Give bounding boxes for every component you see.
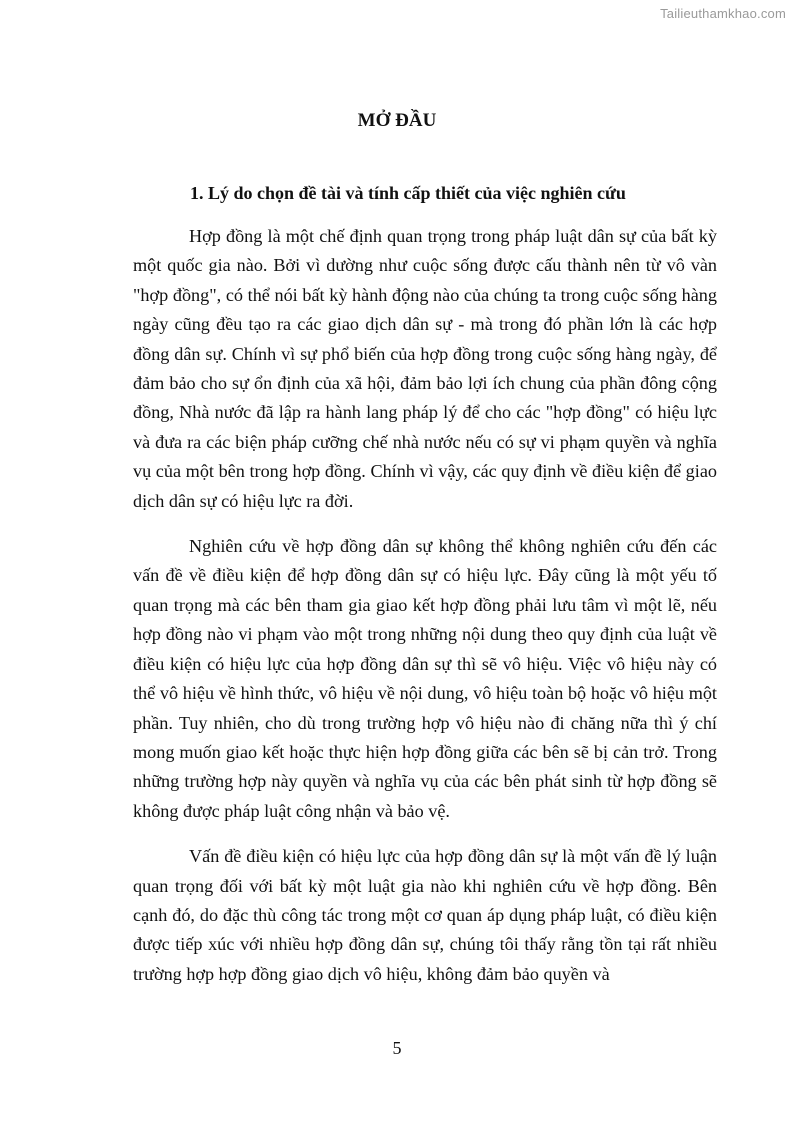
- page-number: 5: [392, 1038, 402, 1058]
- paragraph-3: Vấn đề điều kiện có hiệu lực của hợp đồng dân sự là một vấn đề lý luận quan trọng đối với bất kỳ một luật gia nào khi nghiên cứu về hợp đồng. Bên cạnh đó, do đặc thù công tác trong một cơ quan áp dụng pháp luật, có điều kiện được tiếp xúc với nhiều hợp đồng dân sự, chúng tôi thấy rằng tồn tại rất nhiều trường hợp hợp đồng giao dịch vô hiệu, không đảm bảo quyền và: [133, 846, 717, 984]
- watermark-text: Tailieuthamkhao.com: [660, 6, 786, 21]
- section-heading: 1. Lý do chọn đề tài và tính cấp thiết của việc nghiên cứu: [190, 183, 626, 203]
- paragraph-2: Nghiên cứu về hợp đồng dân sự không thể không nghiên cứu đến các vấn đề về điều kiện để hợp đồng dân sự có hiệu lực. Đây cũng là một yếu tố quan trọng mà các bên tham gia giao kết hợp đồng phải lưu tâm vì một lẽ, nếu hợp đồng nào vi phạm vào một trong những nội dung theo quy định của luật về điều kiện có hiệu lực của hợp đồng dân sự thì sẽ vô hiệu. Việc vô hiệu này có thể vô hiệu về hình thức, vô hiệu về nội dung, vô hiệu toàn bộ hoặc vô hiệu một phần. Tuy nhiên, cho dù trong trường hợp vô hiệu nào đi chăng nữa thì ý chí mong muốn giao kết hoặc thực hiện hợp đồng giữa các bên sẽ bị cản trở. Trong những trường hợp này quyền và nghĩa vụ của các bên phát sinh từ hợp đồng sẽ không được pháp luật công nhận và bảo vệ.: [133, 536, 717, 821]
- page-title: MỞ ĐẦU: [357, 110, 437, 131]
- paragraph-1: Hợp đồng là một chế định quan trọng trong pháp luật dân sự của bất kỳ một quốc gia nào. Bởi vì dường như cuộc sống được cấu thành nên từ vô vàn "hợp đồng", có thể nói bất kỳ hành động nào của chúng ta trong cuộc sống hàng ngày cũng đều tạo ra các giao dịch dân sự - mà trong đó phần lớn là các hợp đồng dân sự. Chính vì sự phổ biến của hợp đồng trong cuộc sống hàng ngày, để đảm bảo cho sự ổn định của xã hội, đảm bảo lợi ích chung của phần đông cộng đồng, Nhà nước đã lập ra hành lang pháp lý để cho các "hợp đồng" có hiệu lực và đưa ra các biện pháp cưỡng chế nhà nước nếu có sự vi phạm quyền và nghĩa vụ của một bên trong hợp đồng. Chính vì vậy, các quy định về điều kiện để giao dịch dân sự có hiệu lực ra đời.: [133, 226, 717, 511]
- body-text: [133, 222, 717, 1005]
